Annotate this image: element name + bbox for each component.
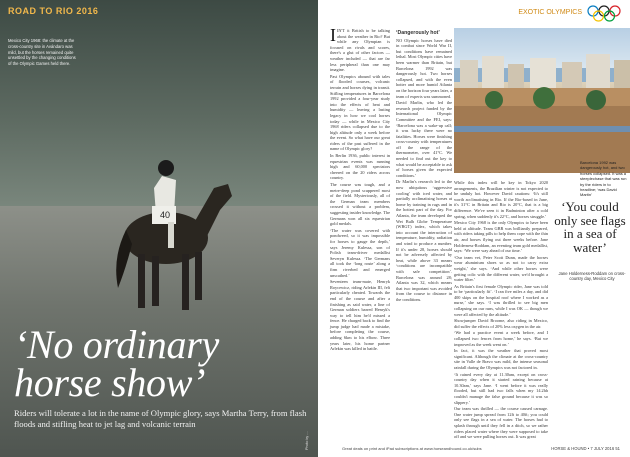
- horse-and-rider-illustration: [96, 118, 256, 328]
- olympic-rings-icon: [586, 4, 622, 22]
- photo-caption: Mexico City 1968: the climate at the cross-country site in Avándaro was mild, but the horses remained quite unsettled by the changing conditions of the Olympic Games held there.: [8, 38, 76, 67]
- paragraph: Showjumper David Broome, also riding in Mexico, did suffer the effects of 20% less oxygen in the air.: [454, 318, 548, 329]
- paragraph: Mexico City 1968 is the only Olympics to have been held at altitude. Team GBR was brilliantly prepared, with riders taking pills to help them cope with the thin air, and horses flying out three weeks before. Jane Holderness-Roddam, an eventing team gold medallist, says: ‘We were way ahead of our time.’: [454, 220, 548, 254]
- paragraph: David Marlin, who led the research project funded by the International Olympic Committee and the FEI, says: ‘Barcelona was a wake-up call; it was lucky there were no fatalities. Horses were finishing cross-country with temperatures off the range of the thermometer, over 41°C. We needed to find out the key to what would be acceptable to ask of horses given the expected conditions.’: [396, 100, 452, 178]
- standfirst: Riders will tolerate a lot in the name of Olympic glory, says Martha Terry, from flash floods and stifling heat to jet lag and volcanic terrain: [14, 408, 307, 429]
- headline-line-2: horse show’: [14, 360, 206, 405]
- subscription-footer: Great deals on print and iPad subscriptions at www.horseandhound.co.uk/subs: [342, 446, 482, 451]
- right-page: [318, 0, 630, 457]
- headline: [14, 322, 314, 405]
- headline-line-1: ‘No ordinary: [14, 322, 219, 367]
- city-skyline-illustration: [454, 28, 630, 173]
- paragraph: In Berlin 1936, public interest in equestrian events was running high and 60,000 spectators cheered on the 20 riders across country.: [330, 153, 390, 181]
- paragraph: ‘It rained every day at 11.30am, except on cross-country day when it started raining because at 10.30am,’ says Jane. ‘I went before it was really flooded, but still had two falls when my 14.2hh couldn't manage the false ground because it was so slippery.’: [454, 371, 548, 405]
- article-column-3: [454, 180, 548, 442]
- paragraph: While this index will be key in Tokyo 2020 arrangements, the Brazilian winter is not expected to be unduly hot. However David cautions: ‘It's still worth acclimatising in Rio. If the Rio-based in June, it's 31°C in Britain and Rio is 20°C, that is a big difference. We've seen it in Badminton after a cold spring, when suddenly it's 22°C, and horses struggle.’: [454, 180, 548, 219]
- rio-city-photo: [454, 28, 630, 173]
- paragraph: IIN'T it British to be talking about the weather in Rio? But while any Olympian is focused on rivals and scores, there's a glut of other factors — weather included — that are far less peripheral than one may imagine.: [330, 25, 390, 73]
- subheading: ‘Dangerously hot’: [396, 30, 440, 36]
- section-kicker: EXOTIC OLYMPICS: [518, 9, 582, 16]
- article-column-1: [330, 25, 390, 440]
- article-column-2: [396, 28, 452, 440]
- svg-text:40: 40: [160, 210, 171, 220]
- photo-credit: Photo by …: [305, 431, 309, 450]
- paragraph: Dr Marlin's research led to the now ubiquitous ‘aggressive cooling’ with iced water, and partially acclimatising horses at home by training in rugs and in the hottest part of the day. For Atlanta, the team developed the Wet Bulb Globe Temperature (WBGT) index, which takes into account the interaction of temperature, humidity, radiation and wind to produce a number. If it's under 28, horses should not be adversely affected by heat, while above 33 means ‘conditions are incompatible with safe competition’. Barcelona was around 28; Atlanta was 32, which means that two important was avoided from the course to distance in the conditions.: [396, 179, 452, 302]
- paragraph: Seventeen team-mate, Henryk Roycewicz, riding Arlekin III, felt particularly cheated. Towards the end of the course and after a finishing as said water, a line of German soldiers barred Henryk's way to tell him he'd missed a fence. He charged back to find the jump judge had made a mistake, before completing the course, adding 6km to his elbow. Three years later, his home partner Arlekin was killed in battle.: [330, 279, 390, 352]
- pull-quote-attribution: Jane Holderness-Roddam on cross-country day, Mexico City: [558, 271, 626, 282]
- paragraph: ‘Our team vet, Peter Scott Dunn, made the horses wear aluminium shoes so as not to carry extra weight,’ she says. ‘And while other horses were getting colic with the different water, we'd brought a water filter.’: [454, 254, 548, 283]
- drop-cap: I: [330, 25, 336, 45]
- page-folio: HORSE & HOUND • 7 JULY 2016 51: [551, 446, 620, 451]
- paragraph: Our team was thrilled — the course caused carnage. One water jump spread from 12ft to 40ft; you could only see flags in a sea of water. The horses had to splash through until they fell in a ditch, so we rather riders placed water where they were supposed to take off and we were pulling horses out. It was great: [454, 406, 548, 440]
- paragraph: As Britain's first female Olympic rider, Jane was told to be ‘particularly fit’. ‘I ran five miles a day, and did 400 skips on the hospital roof where I worked as a nurse,’ she says. ‘I was thrilled to see big men collapsing on our runs, while I was OK — though we were all affected by the altitude.’: [454, 283, 548, 317]
- pull-quote: ‘You could only see flags in a sea of water’: [554, 199, 626, 255]
- city-photo-caption: Barcelona 1992 was dangerously hot, and two horses collapsed. It was a steeplechase that was run by the riders in to headline; ‘was David Martin’: [580, 160, 627, 198]
- paragraph: In fact, it was the weather that proved most significant. Although the climate at the cross-country site in Valle de Bravo was mild, the intense seasonal rainfall during the Olympics was not factored in.: [454, 348, 548, 370]
- paragraph: ‘The water was covered with pondweed, so it was impossible for horses to gauge the depth,’ says Jeremy Kulessa, son of Polish team-driver medallist Severyn Kulessa. ‘The Germans all took the ‘long route’ along a firm riverbed and emerged unscathed.’: [330, 227, 390, 278]
- paragraph: ‘We had a practice event a week before, and I collapsed two fences from home,’ he says. ‘But we improved as the week went on.’: [454, 330, 548, 347]
- paragraph: Past Olympics abound with tales of flooded courses, volcanic terrain and horses dying in transit. Stifling temperatures in Barcelona 1992 provided a four-year study into the effects of heat and humidity — leaving a lasting legacy in how we cool horses today — while in Mexico City 1968 riders collapsed due to the high altitude only a week before the event. So what have our great riders of the past suffered in the name of Olympic glory?: [330, 73, 390, 152]
- paragraph: The course was tough, and a metre-deep pond scuppered most of the field. Mysteriously, all of the German team members crossed it without a problem, suggesting insider knowledge. The Germans won all six equestrian gold medals.: [330, 182, 390, 227]
- section-title: ROAD TO RIO 2016: [8, 6, 99, 16]
- paragraph: NO Olympic horses have died in combat since World War II, but conditions have remained lethal. Most Olympic cities have been warmer than Britain, but Barcelona 1992 was dangerously hot. Two horses collapsed, and with the even hotter and more humid Atlanta on the horizon four years later, a team of experts was summoned.: [396, 37, 452, 99]
